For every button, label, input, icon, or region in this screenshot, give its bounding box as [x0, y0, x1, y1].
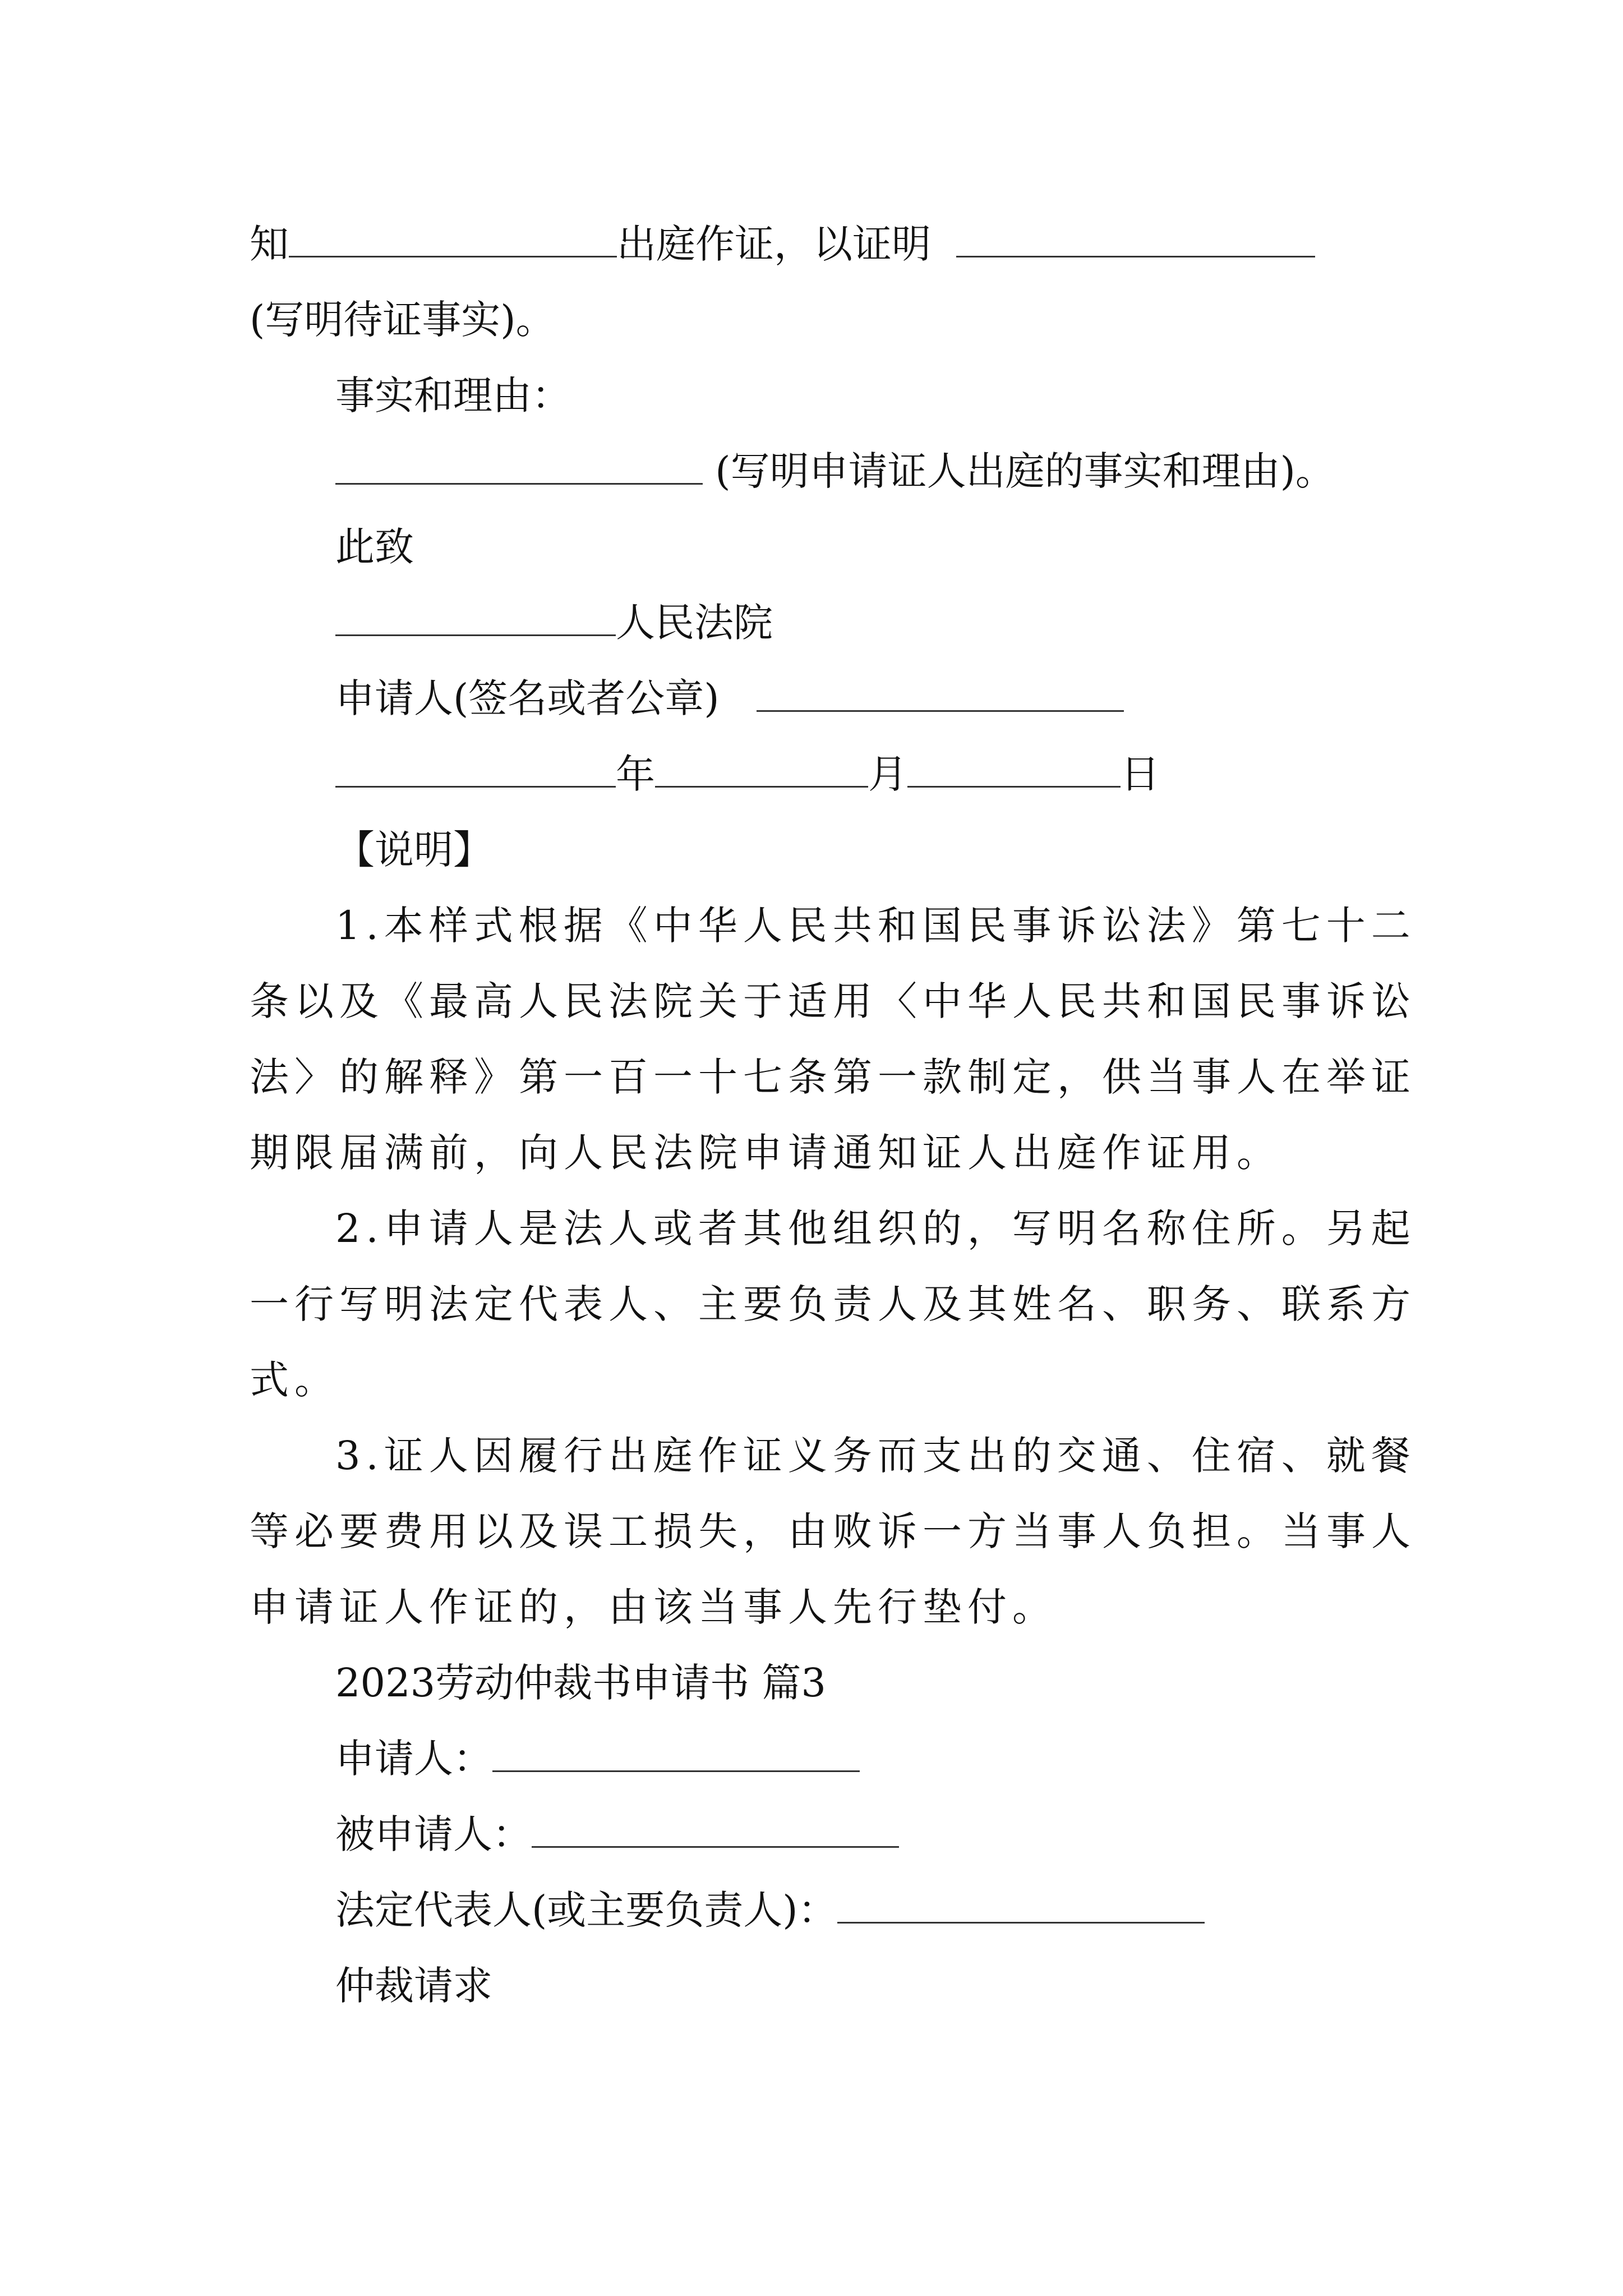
- note-1-line-1: 1.本样式根据《中华人民共和国民事诉讼法》第七十二: [335, 903, 1416, 949]
- note-2-line-1: 2.申请人是法人或者其他组织的，写明名称住所。另起: [335, 1205, 1416, 1251]
- note-heading: 【说明】: [335, 827, 492, 873]
- court-name-blank: [335, 600, 616, 636]
- signature-line: [335, 670, 1124, 726]
- facts-reasons-blank: [335, 448, 703, 485]
- signature-blank: [757, 675, 1124, 712]
- note-2-line-2: 一行写明法定代表人、主要负责人及其姓名、职务、联系方: [250, 1281, 1416, 1327]
- arbitration-request-heading: 仲裁请求: [335, 1963, 492, 2009]
- applicant-blank: [492, 1736, 860, 1772]
- legal-rep-label: 法定代表人(或主要负责人)：: [335, 1887, 837, 1933]
- date-line: [335, 746, 1160, 802]
- note-1-line-3: 法〉的解释》第一百一十七条第一款制定，供当事人在举证: [250, 1054, 1416, 1100]
- facts-reasons-heading: 事实和理由：: [335, 372, 571, 418]
- section-title: 2023劳动仲裁书申请书 篇3: [335, 1660, 826, 1706]
- note-3-line-2: 等必要费用以及误工损失，由败诉一方当事人负担。当事人: [250, 1508, 1416, 1554]
- witness-name-blank: [289, 221, 617, 257]
- text-zhi: 知: [250, 221, 289, 267]
- year-blank: [335, 751, 616, 788]
- month-blank: [655, 751, 868, 788]
- witness-line-1: [250, 216, 1315, 272]
- note-1-line-4: 期限届满前，向人民法院申请通知证人出庭作证用。: [250, 1130, 1281, 1176]
- fact-blank: [956, 221, 1315, 257]
- day-blank: [907, 751, 1121, 788]
- text-signature-label: 申请人(签名或者公章): [335, 675, 720, 721]
- court-line: [335, 595, 773, 651]
- note-1-line-2: 条以及《最高人民法院关于适用〈中华人民共和国民事诉讼: [250, 978, 1416, 1024]
- note-2-line-3: 式。: [250, 1357, 339, 1403]
- text-fact-note: (写明待证事实)。: [250, 297, 555, 343]
- applicant-line: [335, 1731, 860, 1787]
- respondent-line: [335, 1806, 899, 1862]
- respondent-blank: [532, 1811, 899, 1848]
- text-month: 月: [868, 751, 907, 797]
- witness-line-2: [250, 292, 555, 348]
- legal-rep-blank: [837, 1887, 1205, 1924]
- note-3-line-1: 3.证人因履行出庭作证义务而支出的交通、住宿、就餐: [335, 1433, 1416, 1479]
- text-facts-note: (写明申请证人出庭的事实和理由)。: [715, 448, 1335, 494]
- text-testify: 出庭作证，以证明: [617, 221, 931, 267]
- applicant-label: 申请人：: [335, 1736, 492, 1782]
- facts-reasons-line: [335, 443, 1335, 499]
- legal-rep-line: [335, 1882, 1205, 1938]
- respondent-label: 被申请人：: [335, 1811, 532, 1857]
- text-day: 日: [1121, 751, 1160, 797]
- note-3-line-3: 申请证人作证的，由该当事人先行垫付。: [250, 1584, 1057, 1630]
- salutation: 此致: [335, 524, 414, 570]
- text-court: 人民法院: [616, 600, 773, 646]
- text-year: 年: [616, 751, 655, 797]
